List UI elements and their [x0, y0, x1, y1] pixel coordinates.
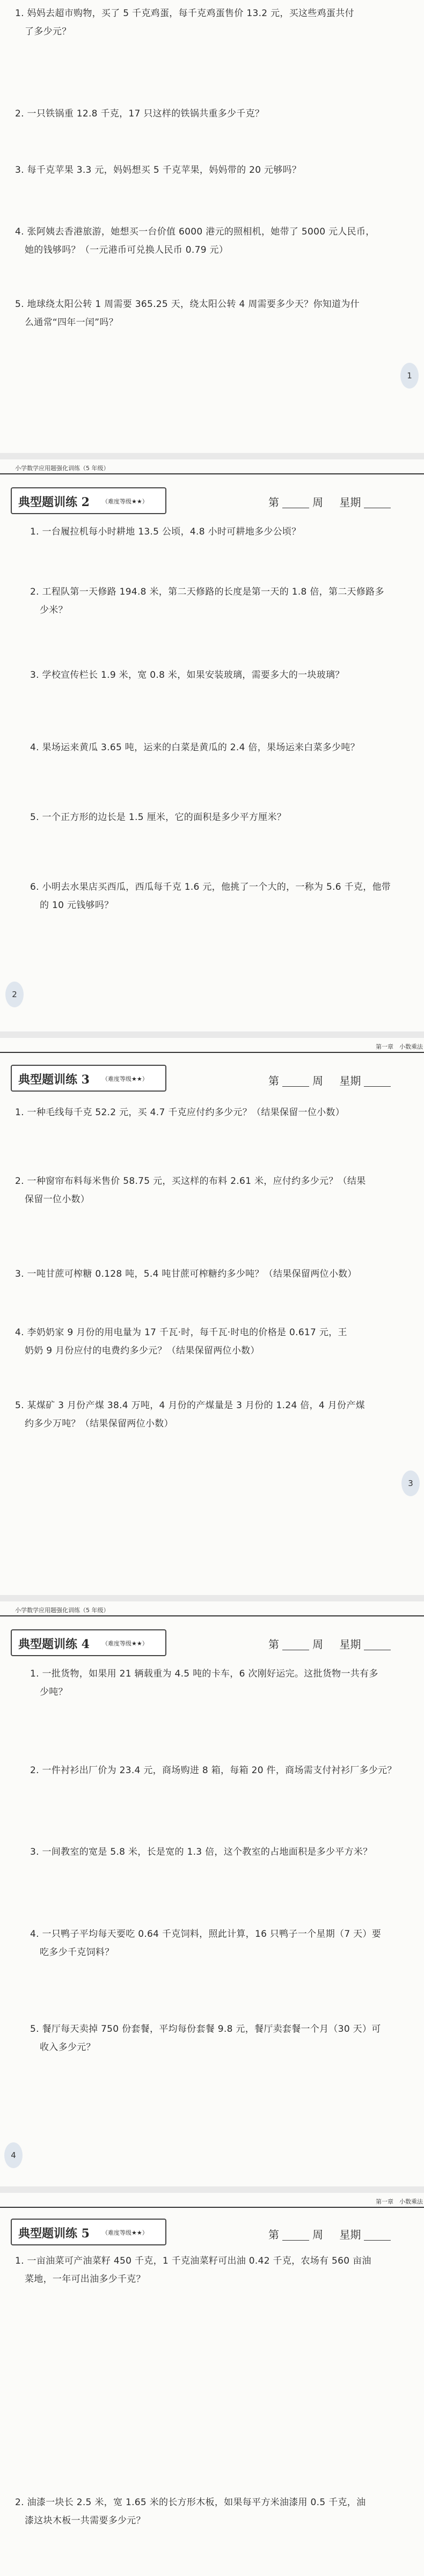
- difficulty-label: （难度等级★★）: [102, 1640, 148, 1647]
- question-1: 1. 一亩油菜可产油菜籽 450 千克，1 千克油菜籽可出油 0.42 千克，农场有 560 亩油 菜地，一年可出油多少千克？: [15, 2256, 371, 2285]
- section-title-box: [11, 2219, 166, 2245]
- question-5: 5. 某煤矿 3 月份产煤 38.4 万吨，4 月份的产煤量是 3 月份的 1.24 倍，4 月份产煤 约多少万吨？（结果保留两位小数）: [15, 1400, 365, 1429]
- worksheet-page-1: [0, 0, 424, 453]
- question-5: 5. 地球绕太阳公转 1 周需要 365.25 天，绕太阳公转 4 周需要多少天？你知道为什 么通常“四年一闰”吗？: [15, 299, 360, 328]
- question-5: 5. 餐厅每天卖掉 750 份套餐，平均每份套餐 9.8 元，餐厅卖套餐一个月（30 天）可 收入多少元？: [30, 2024, 381, 2053]
- worksheet-page-3: [0, 1038, 424, 1595]
- difficulty-label: （难度等级★★）: [102, 1075, 148, 1082]
- page-number: 4: [4, 2142, 23, 2168]
- section-title-box: [11, 1629, 166, 1656]
- week-blank[interactable]: [282, 1640, 309, 1650]
- difficulty-label: （难度等级★★）: [102, 498, 148, 505]
- week-day-field: 第 周 星期: [268, 1072, 394, 1088]
- question-3: 3. 学校宣传栏长 1.9 米，宽 0.8 米，如果安装玻璃，需要多大的一块玻璃？: [30, 670, 345, 680]
- header-rule: [0, 2207, 424, 2208]
- section-title-box: [11, 487, 166, 514]
- week-blank[interactable]: [282, 2230, 309, 2241]
- page-header: 小学数学应用题强化训练（5 年级）: [15, 1607, 109, 1614]
- question-2: 2. 一种窗帘布料每米售价 58.75 元，买这样的布料 2.61 米，应付约多少元？（结果 保留一位小数）: [15, 1176, 366, 1205]
- worksheet-page-2: [0, 459, 424, 1031]
- page-number: 3: [401, 1470, 420, 1496]
- week-day-field: 第 周 星期: [268, 1636, 394, 1651]
- question-1: 1. 妈妈去超市购物，买了 5 千克鸡蛋，每千克鸡蛋售价 13.2 元，买这些鸡蛋共付 了多少元？: [15, 8, 354, 37]
- section-title: 典型题训练 5: [18, 2227, 90, 2241]
- worksheet-page-4: [0, 1601, 424, 2186]
- page-header: 小学数学应用题强化训练（5 年级）: [15, 465, 109, 472]
- question-5: 5. 一个正方形的边长是 1.5 厘米，它的面积是多少平方厘米？: [30, 812, 287, 823]
- question-2: 2. 一件衬衫出厂价为 23.4 元，商场购进 8 箱，每箱 20 件，商场需支付衬衫厂多少元？: [30, 1765, 397, 1776]
- worksheet-page-5: [0, 2193, 424, 2576]
- question-3: 3. 每千克苹果 3.3 元，妈妈想买 5 千克苹果，妈妈带的 20 元够吗？: [15, 165, 302, 175]
- question-6: 6. 小明去水果店买西瓜，西瓜每千克 1.6 元，他挑了一个大的，一称为 5.6 千克，他带 的 10 元钱够吗？: [30, 882, 391, 911]
- week-day-field: 第 周 星期: [268, 2226, 394, 2242]
- question-4: 4. 李奶奶家 9 月份的用电量为 17 千瓦·时，每千瓦·时电的价格是 0.617 元，王 奶奶 9 月份应付的电费约多少元？（结果保留两位小数）: [15, 1327, 347, 1356]
- day-blank[interactable]: [364, 1077, 391, 1087]
- question-3: 3. 一间教室的宽是 5.8 米，长是宽的 1.3 倍，这个教室的占地面积是多少平方米？: [30, 1847, 372, 1857]
- week-day-field: 第 周 星期: [268, 494, 394, 509]
- header-rule: [0, 1052, 424, 1053]
- question-3: 3. 一吨甘蔗可榨糖 0.128 吨，5.4 吨甘蔗可榨糖约多少吨？（结果保留两位小数）: [15, 1269, 357, 1279]
- question-2: 2. 一只铁锅重 12.8 千克，17 只这样的铁锅共重多少千克？: [15, 108, 265, 119]
- day-blank[interactable]: [364, 1640, 391, 1650]
- week-blank[interactable]: [282, 498, 309, 508]
- section-title: 典型题训练 3: [18, 1073, 90, 1087]
- question-4: 4. 张阿姨去香港旅游，她想买一台价值 6000 港元的照相机，她带了 5000 元人民币， 她的钱够吗？（一元港币可兑换人民币 0.79 元）: [15, 226, 375, 255]
- section-title: 典型题训练 2: [18, 495, 90, 509]
- question-1: 1. 一台履拉机每小时耕地 13.5 公顷，4.8 小时可耕地多少公顷？: [30, 526, 301, 537]
- section-title: 典型题训练 4: [18, 1637, 90, 1651]
- page-header: 第一章 小数乘法: [376, 1043, 423, 1050]
- header-rule: [0, 473, 424, 474]
- question-2: 2. 油漆一块长 2.5 米，宽 1.65 米的长方形木板，如果每平方米油漆用 0.5 千克，油 漆这块木板一共需要多少元？: [15, 2497, 366, 2526]
- day-blank[interactable]: [364, 2230, 391, 2241]
- day-blank[interactable]: [364, 498, 391, 508]
- page-number: 1: [400, 363, 419, 389]
- page-number: 2: [5, 982, 24, 1007]
- week-blank[interactable]: [282, 1077, 309, 1087]
- header-rule: [0, 1615, 424, 1616]
- question-2: 2. 工程队第一天修路 194.8 米，第二天修路的长度是第一天的 1.8 倍，第二天修路多 少米？: [30, 587, 384, 616]
- section-title-box: [11, 1065, 166, 1092]
- page-header: 第一章 小数乘法: [376, 2198, 423, 2205]
- difficulty-label: （难度等级★★）: [102, 2229, 148, 2236]
- question-4: 4. 果场运来黄瓜 3.65 吨，运来的白菜是黄瓜的 2.4 倍，果场运来白菜多少吨？: [30, 742, 360, 753]
- question-4: 4. 一只鸭子平均每天要吃 0.64 千克饲料，照此计算，16 只鸭子一个星期（7 天）要 吃多少千克饲料？: [30, 1929, 382, 1958]
- question-1: 1. 一种毛线每千克 52.2 元，买 4.7 千克应付约多少元？（结果保留一位小数）: [15, 1107, 345, 1118]
- question-1: 1. 一批货物，如果用 21 辆载重为 4.5 吨的卡车，6 次刚好运完。这批货物一共有多 少吨？: [30, 1668, 378, 1697]
